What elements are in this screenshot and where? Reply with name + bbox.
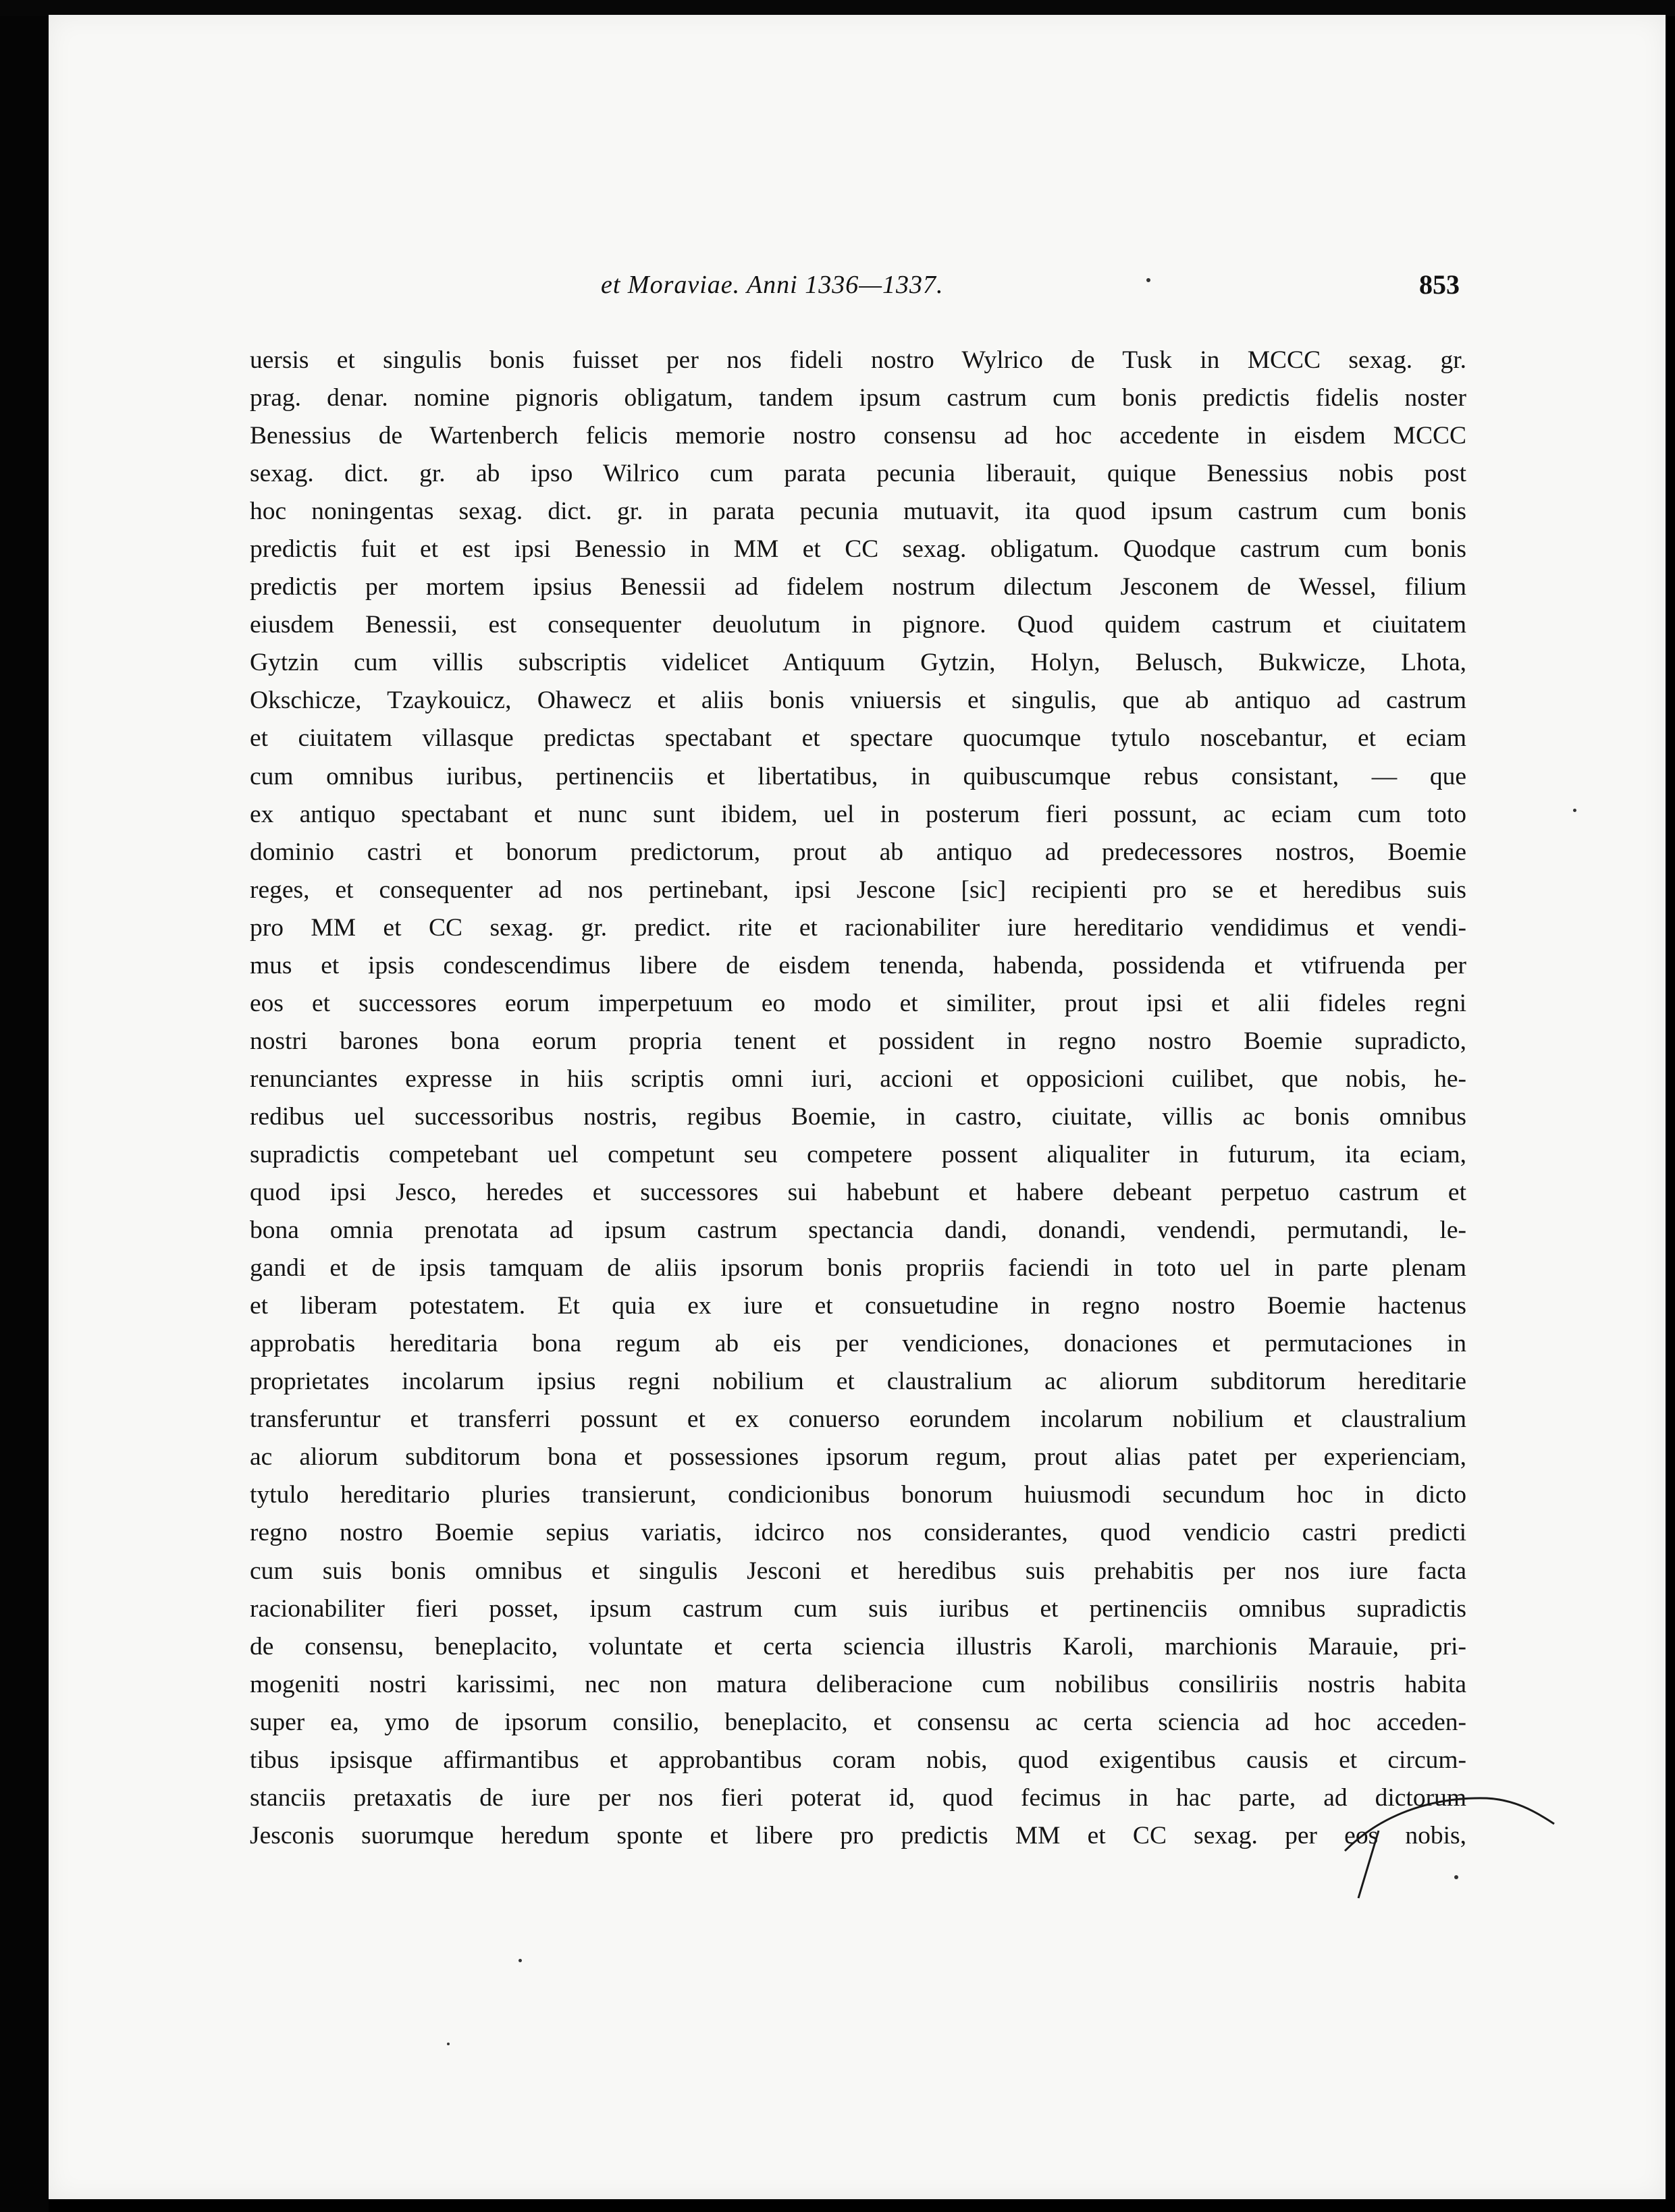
running-title: et Moraviae. Anni 1336—1337. <box>601 271 944 299</box>
text-line: cum omnibus iuribus, pertinenciis et libertatibus, in quibuscumque rebus consistant, — que <box>250 762 1466 790</box>
page <box>49 15 1666 2199</box>
scan-border-left <box>0 0 49 2212</box>
text-line: stanciis pretaxatis de iure per nos fieri poterat id, quod fecimus in hac parte, ad dictorum <box>250 1783 1466 1812</box>
text-line: pro MM et CC sexag. gr. predict. rite et racionabiliter iure hereditario vendidimus et vendi- <box>250 913 1466 942</box>
text-line: mus et ipsis condescendimus libere de eisdem tenenda, habenda, possidenda et vtifruenda per <box>250 951 1466 979</box>
text-line: et ciuitatem villasque predictas spectabant et spectare quocumque tytulo noscebantur, et eciam <box>250 724 1466 753</box>
text-line: tibus ipsisque affirmantibus et approbantibus coram nobis, quod exigentibus causis et circum- <box>250 1746 1466 1774</box>
body-text <box>250 342 1466 1855</box>
text-line: predictis per mortem ipsius Benessii ad fidelem nostrum dilectum Jesconem de Wessel, filium <box>250 573 1466 601</box>
text-line: et liberam potestatem. Et quia ex iure et consuetudine in regno nostro Boemie hactenus <box>250 1292 1466 1320</box>
text-line: renunciantes expresse in hiis scriptis omni iuri, accioni et opposicioni cuilibet, que nobis, he- <box>250 1064 1466 1093</box>
scan-speck <box>519 1959 522 1962</box>
text-line: transferuntur et transferri possunt et ex conuerso eorundem incolarum nobilium et claustralium <box>250 1405 1466 1434</box>
text-line: Jesconis suorumque heredum sponte et libere pro predictis MM et CC sexag. per eos nobis, <box>250 1821 1466 1850</box>
scan-border-top <box>0 0 1675 16</box>
text-line: gandi et de ipsis tamquam de aliis ipsorum bonis propriis faciendi in toto uel in parte plenam <box>250 1254 1466 1283</box>
text-line: hoc noningentas sexag. dict. gr. in parata pecunia mutuavit, ita quod ipsum castrum cum bonis <box>250 497 1466 526</box>
text-line: Gytzin cum villis subscriptis videlicet Antiquum Gytzin, Holyn, Belusch, Bukwicze, Lhota, <box>250 649 1466 677</box>
page-number: 853 <box>1419 269 1460 300</box>
text-line: uersis et singulis bonis fuisset per nos fideli nostro Wylrico de Tusk in MCCC sexag. gr. <box>250 346 1466 374</box>
text-line: dominio castri et bonorum predictorum, prout ab antiquo ad predecessores nostros, Boemie <box>250 838 1466 866</box>
text-line: de consensu, beneplacito, voluntate et certa sciencia illustris Karoli, marchionis Marauie, pri- <box>250 1632 1466 1661</box>
scan-speck <box>1573 809 1576 812</box>
scan-speck <box>1146 278 1150 282</box>
text-line: sexag. dict. gr. ab ipso Wilrico cum parata pecunia liberauit, quique Benessius nobis post <box>250 460 1466 488</box>
text-line: predictis fuit et est ipsi Benessio in MM et CC sexag. obligatum. Quodque castrum cum bonis <box>250 535 1466 564</box>
text-line: ex antiquo spectabant et nunc sunt ibidem, uel in posterum fieri possunt, ac eciam cum toto <box>250 800 1466 828</box>
text-line: prag. denar. nomine pignoris obligatum, tandem ipsum castrum cum bonis predictis fidelis noster <box>250 384 1466 412</box>
text-line: racionabiliter fieri posset, ipsum castrum cum suis iuribus et pertinenciis omnibus supradictis <box>250 1594 1466 1623</box>
text-line: nostri barones bona eorum propria tenent et possident in regno nostro Boemie supradicto, <box>250 1027 1466 1055</box>
text-line: mogeniti nostri karissimi, nec non matura deliberacione cum nobilibus consiliriis nostris habita <box>250 1670 1466 1698</box>
text-line: super ea, ymo de ipsorum consilio, beneplacito, et consensu ac certa sciencia ad hoc acceden- <box>250 1708 1466 1736</box>
margin-pen-stroke <box>1331 1743 1588 1918</box>
text-line: reges, et consequenter ad nos pertinebant, ipsi Jescone [sic] recipienti pro se et heredibus suis <box>250 875 1466 904</box>
text-line: eos et successores eorum imperpetuum eo modo et similiter, prout ipsi et alii fideles regni <box>250 989 1466 1017</box>
text-line: regno nostro Boemie sepius variatis, idcirco nos considerantes, quod vendicio castri predicti <box>250 1519 1466 1547</box>
text-line: supradictis competebant uel competunt seu competere possent aliqualiter in futurum, ita eciam, <box>250 1140 1466 1168</box>
text-line: Benessius de Wartenberch felicis memorie nostro consensu ad hoc accedente in eisdem MCCC <box>250 422 1466 450</box>
text-line: approbatis hereditaria bona regum ab eis per vendiciones, donaciones et permutaciones in <box>250 1330 1466 1358</box>
text-line: proprietates incolarum ipsius regni nobilium et claustralium ac aliorum subditorum hereditarie <box>250 1368 1466 1396</box>
text-line: tytulo hereditario pluries transierunt, condicionibus bonorum huiusmodi secundum hoc in dicto <box>250 1481 1466 1509</box>
scan-speck <box>447 2043 450 2045</box>
text-line: Okschicze, Tzaykouicz, Ohawecz et aliis bonis vniuersis et singulis, que ab antiquo ad castrum <box>250 686 1466 715</box>
text-line: eiusdem Benessii, est consequenter deuolutum in pignore. Quod quidem castrum et ciuitatem <box>250 611 1466 639</box>
text-line: redibus uel successoribus nostris, regibus Boemie, in castro, ciuitate, villis ac bonis omnibus <box>250 1102 1466 1131</box>
text-line: cum suis bonis omnibus et singulis Jesconi et heredibus suis prehabitis per nos iure facta <box>250 1557 1466 1585</box>
text-line: bona omnia prenotata ad ipsum castrum spectancia dandi, donandi, vendendi, permutandi, le- <box>250 1216 1466 1245</box>
text-line: quod ipsi Jesco, heredes et successores sui habebunt et habere debeant perpetuo castrum et <box>250 1179 1466 1207</box>
text-line: ac aliorum subditorum bona et possessiones ipsorum regum, prout alias patet per experienciam, <box>250 1443 1466 1472</box>
running-head <box>251 270 1466 311</box>
